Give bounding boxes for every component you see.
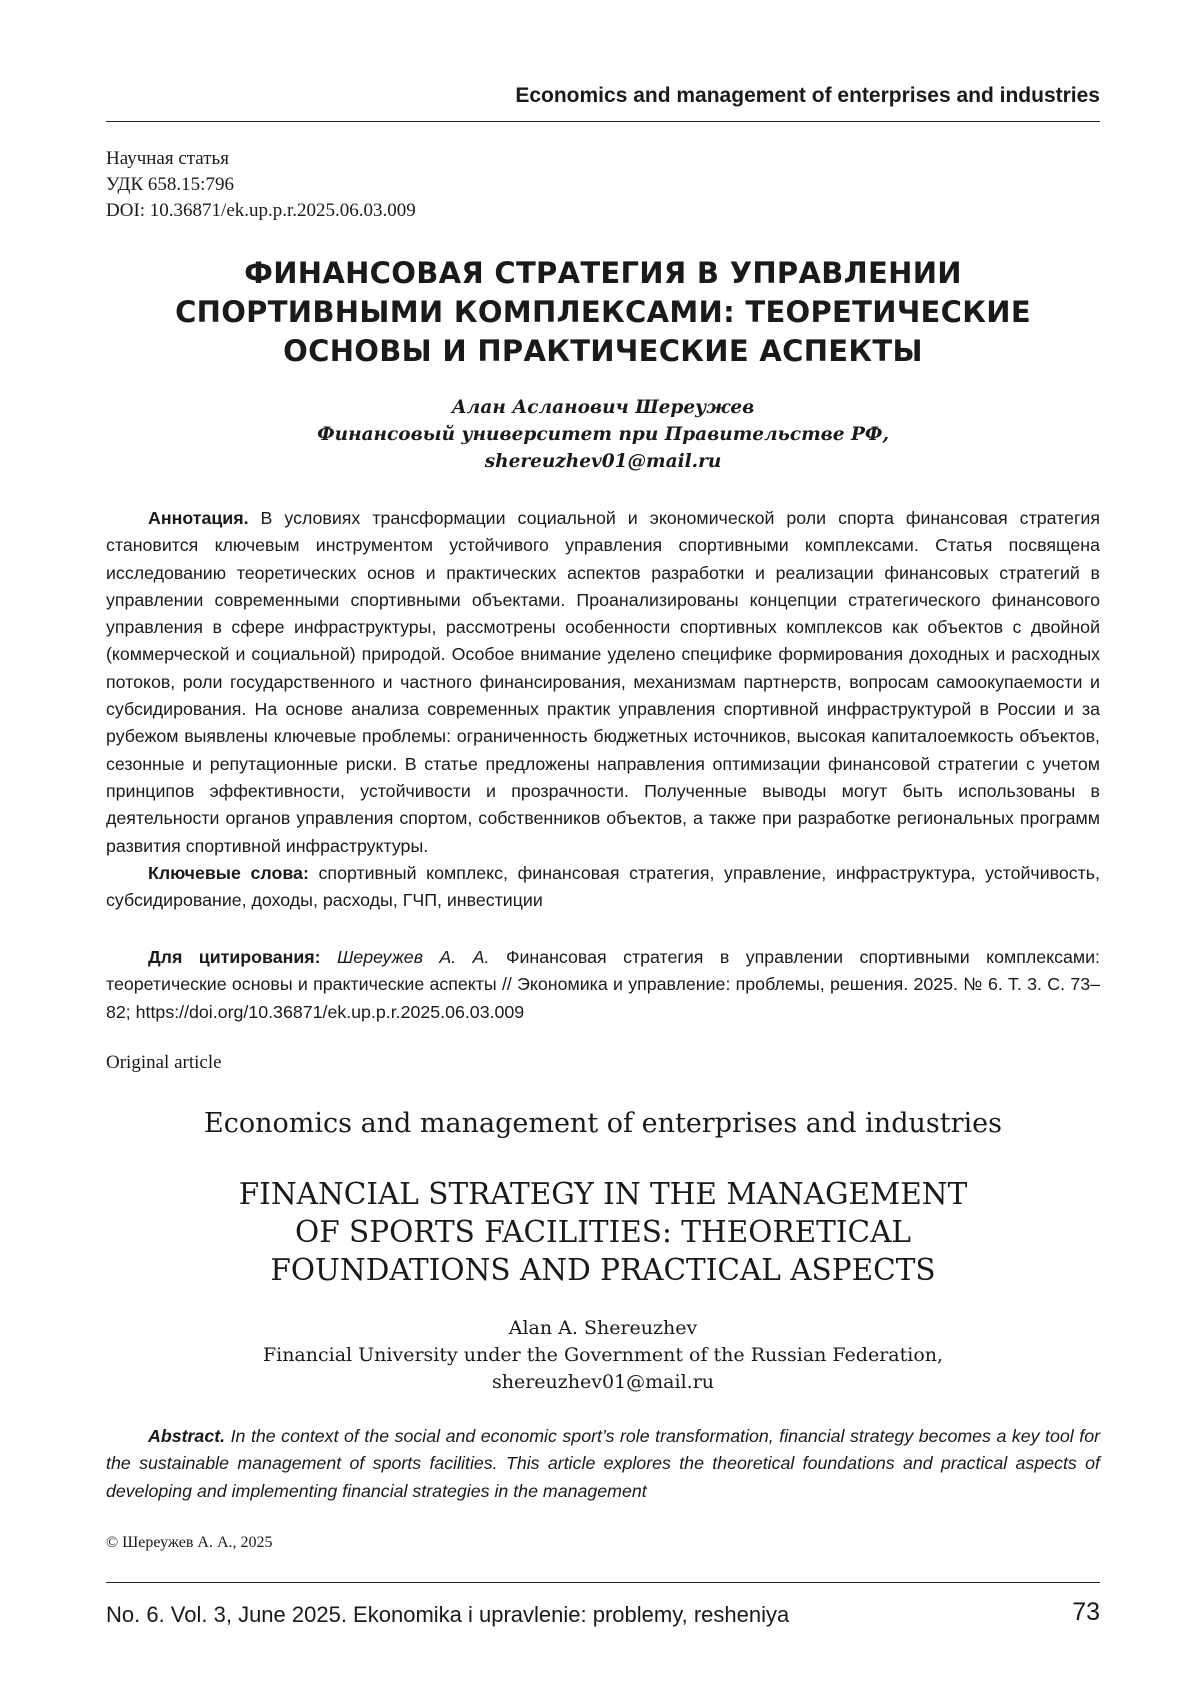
abstract-ru: [106, 505, 1100, 914]
title-en: [106, 1175, 1100, 1289]
author-name-ru: Алан Асланович Шереужев: [451, 397, 755, 418]
title-en-line: FINANCIAL STRATEGY IN THE MANAGEMENT: [238, 1177, 968, 1211]
article-meta: [106, 146, 416, 224]
abstract-en-text: In the context of the social and economic sport’s role transformation, financial strategy becomes a key tool for the sustainable management of sports facilities. This article explores the theoretical foundations and practical aspects of developing and implementing financial strategies in the management: [106, 1426, 1100, 1501]
cite-label: Для цитирования:: [148, 947, 321, 967]
abstract-ru-paragraph: [106, 505, 1100, 860]
cite-text: Финансовая стратегия в управлении спортивными комплексами: теоретические основы и практические аспекты // Экономика и управление: проблемы, решения. 2025. № 6. Т. 3. С. 73–82; https://doi.org/10.36871/ek.up.p.r.2025.06.03.009: [106, 947, 1100, 1022]
footer-journal: No. 6. Vol. 3, June 2025. Ekonomika i upravlenie: problemy, resheniya: [106, 1602, 790, 1627]
title-ru-line: ОСНОВЫ И ПРАКТИЧЕСКИЕ АСПЕКТЫ: [283, 334, 923, 368]
affiliation-ru: Финансовый университет при Правительстве РФ,: [317, 424, 889, 445]
email-en: shereuzhev01@mail.ru: [491, 1371, 715, 1393]
udc-code: УДК 658.15:796: [106, 174, 234, 195]
title-en-line: FOUNDATIONS AND PRACTICAL ASPECTS: [270, 1253, 936, 1287]
abstract-en-label: Abstract.: [148, 1426, 226, 1446]
title-ru: [106, 254, 1100, 371]
abstract-en-paragraph: [106, 1423, 1100, 1505]
email-ru: shereuzhev01@mail.ru: [484, 451, 722, 472]
citation-block: [106, 944, 1100, 1026]
article-type: Научная статья: [106, 148, 229, 169]
title-en-line: OF SPORTS FACILITIES: THEORETICAL: [295, 1215, 911, 1249]
citation-paragraph: [106, 944, 1100, 1026]
title-ru-line: СПОРТИВНЫМИ КОМПЛЕКСАМИ: ТЕОРЕТИЧЕСКИЕ: [175, 295, 1031, 329]
original-article-label: Original article: [106, 1052, 222, 1073]
copyright-notice: © Шереужев А. А., 2025: [106, 1534, 273, 1551]
keywords-ru-paragraph: [106, 860, 1100, 915]
abstract-ru-text: В условиях трансформации социальной и экономической роли спорта финансовая стратегия становится ключевым инструментом устойчивого управления спортивными комплексами. Статья посвящена исследованию теоретических основ и практических аспектов разработки и реализации финансовых стратегий в управлении современными спортивными объектами. Проанализированы концепции стратегического финансового управления в сфере инфраструктуры, рассмотрены особенности спортивных комплексов как объектов с двойной (коммерческой и социальной) природой. Особое внимание уделено специфике формирования доходных и расходных потоков, роли государственного и частного финансирования, механизмам партнерств, вопросам самоокупаемости и субсидирования. На основе анализа современных практик управления спортивной инфраструктурой в России и за рубежом выявлены ключевые проблемы: ограниченность бюджетных источников, высокая капиталоемкость объектов, сезонные и репутационные риски. В статье предложены направления оптимизации финансовой стратегии с учетом принципов эффективности, устойчивости и прозрачности. Полученные выводы могут быть использованы в деятельности органов управления спортом, собственников объектов, а также при разработке региональных программ развития спортивной инфраструктуры.: [106, 508, 1100, 856]
author-block-en: [106, 1315, 1100, 1396]
affiliation-en: Financial University under the Government of the Russian Federation,: [262, 1344, 944, 1366]
doi: DOI: 10.36871/ek.up.p.r.2025.06.03.009: [106, 200, 416, 221]
page-number: 73: [1072, 1598, 1100, 1626]
footer-rule: [106, 1582, 1100, 1583]
author-name-en: Alan A. Shereuzhev: [508, 1317, 698, 1339]
keywords-ru-text: спортивный комплекс, финансовая стратегия, управление, инфраструктура, устойчивость, субсидирование, доходы, расходы, ГЧП, инвестиции: [106, 862, 1100, 911]
abstract-ru-label: Аннотация.: [148, 508, 249, 528]
abstract-en: [106, 1423, 1100, 1505]
section-heading-en: Economics and management of enterprises and industries: [204, 1108, 1002, 1139]
author-block-ru: [106, 394, 1100, 475]
running-head: Economics and management of enterprises and industries: [515, 84, 1100, 107]
header-rule: [106, 121, 1100, 122]
title-ru-line: ФИНАНСОВАЯ СТРАТЕГИЯ В УПРАВЛЕНИИ: [244, 256, 962, 290]
keywords-ru-label: Ключевые слова:: [148, 862, 309, 883]
cite-author: Шереужев А. А.: [320, 947, 490, 967]
